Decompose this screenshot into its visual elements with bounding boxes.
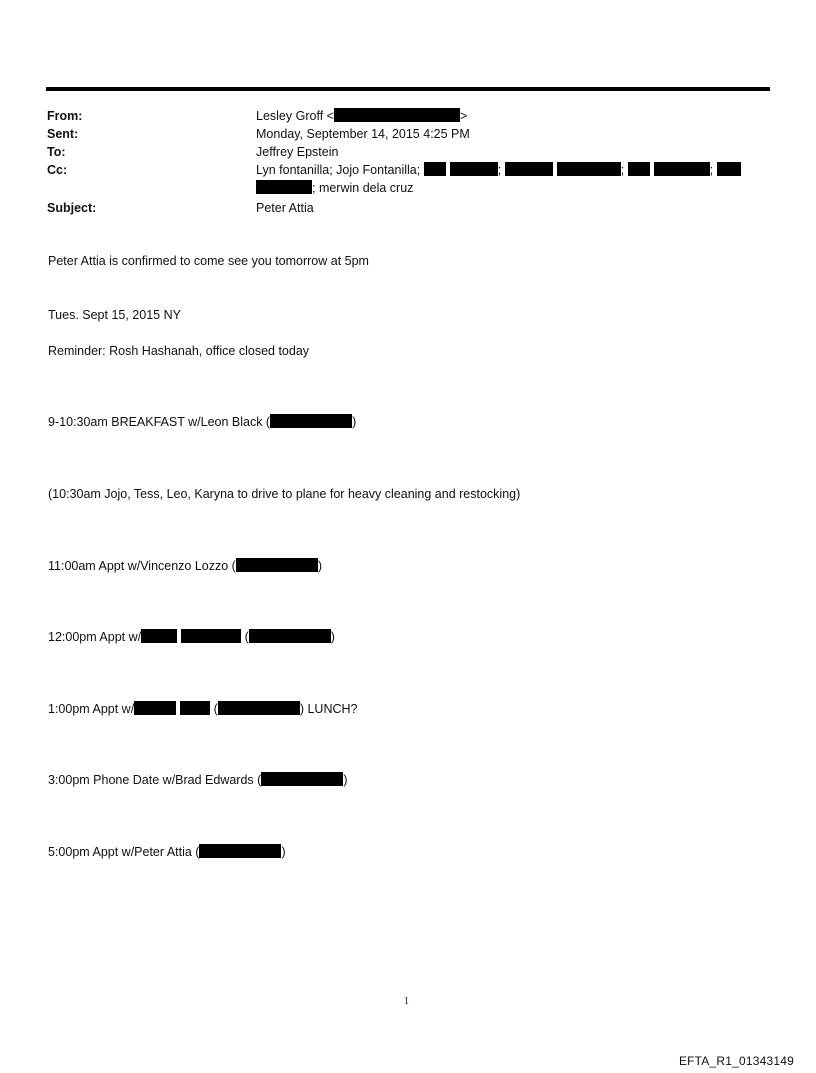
reminder-line: Reminder: Rosh Hashanah, office closed today <box>48 344 310 358</box>
schedule-text: 11:00am Appt w/Vincenzo Lozzo ( <box>48 559 236 573</box>
schedule-12pm <box>48 628 335 646</box>
from-close: > <box>459 109 468 123</box>
redaction-block <box>180 701 210 715</box>
redaction-block <box>717 162 741 176</box>
paren: ( <box>244 630 249 644</box>
cc-names: Lyn fontanilla; Jojo Fontanilla; <box>256 163 421 177</box>
page-number: 1 <box>404 996 409 1007</box>
document-id: EFTA_R1_01343149 <box>678 1054 794 1068</box>
lunch-text: ) LUNCH? <box>299 702 358 716</box>
paren: ) <box>330 630 335 644</box>
cc-value-line1 <box>256 161 741 179</box>
schedule-text: 3:00pm Phone Date w/Brad Edwards ( <box>48 773 262 787</box>
schedule-1pm <box>48 700 357 718</box>
to-value: Jeffrey Epstein <box>256 145 339 159</box>
to-label: To: <box>47 145 66 159</box>
redaction-block <box>270 414 352 428</box>
schedule-plane: (10:30am Jojo, Tess, Leo, Karyna to drive to plane for heavy cleaning and restocking) <box>48 487 521 501</box>
cc-separator: ; <box>620 163 625 177</box>
sent-value: Monday, September 14, 2015 4:25 PM <box>256 127 470 141</box>
cc-names-end: ; merwin dela cruz <box>312 181 414 195</box>
redaction-block <box>505 162 553 176</box>
redaction-block <box>218 701 300 715</box>
redaction-block <box>256 180 312 194</box>
redaction-block <box>134 701 176 715</box>
redaction-block <box>199 844 281 858</box>
from-name: Lesley Groff < <box>256 109 334 123</box>
cc-separator: ; <box>497 163 502 177</box>
schedule-text: 5:00pm Appt w/Peter Attia ( <box>48 845 200 859</box>
paren: ) <box>317 559 323 573</box>
from-label: From: <box>47 109 83 123</box>
redaction-block <box>236 558 318 572</box>
cc-separator: ; <box>709 163 714 177</box>
date-line: Tues. Sept 15, 2015 NY <box>48 308 181 322</box>
schedule-11am <box>48 557 322 575</box>
subject-value: Peter Attia <box>256 201 314 215</box>
schedule-5pm <box>48 843 286 861</box>
schedule-text: 1:00pm Appt w/ <box>48 702 135 716</box>
cc-label: Cc: <box>47 163 68 177</box>
redaction-block <box>181 629 241 643</box>
sent-label: Sent: <box>47 127 79 141</box>
redaction-block <box>424 162 446 176</box>
redaction-block <box>249 629 331 643</box>
subject-label: Subject: <box>47 201 97 215</box>
redaction-block <box>654 162 710 176</box>
redaction-block <box>557 162 621 176</box>
paren: ) <box>281 845 286 859</box>
schedule-breakfast <box>48 413 356 431</box>
schedule-text: 12:00pm Appt w/ <box>48 630 142 644</box>
paren: ( <box>213 702 218 716</box>
cc-value-line2 <box>256 179 413 197</box>
schedule-3pm <box>48 771 347 789</box>
redaction-block <box>141 629 177 643</box>
paren: ) <box>352 415 357 429</box>
redaction-block <box>261 772 343 786</box>
redaction-block <box>334 108 460 122</box>
from-value <box>256 107 467 125</box>
paren: ) <box>343 773 348 787</box>
intro-line: Peter Attia is confirmed to come see you tomorrow at 5pm <box>48 254 369 268</box>
header-divider <box>46 87 770 91</box>
redaction-block <box>450 162 498 176</box>
schedule-text: 9-10:30am BREAKFAST w/Leon Black ( <box>48 415 271 429</box>
redaction-block <box>628 162 650 176</box>
